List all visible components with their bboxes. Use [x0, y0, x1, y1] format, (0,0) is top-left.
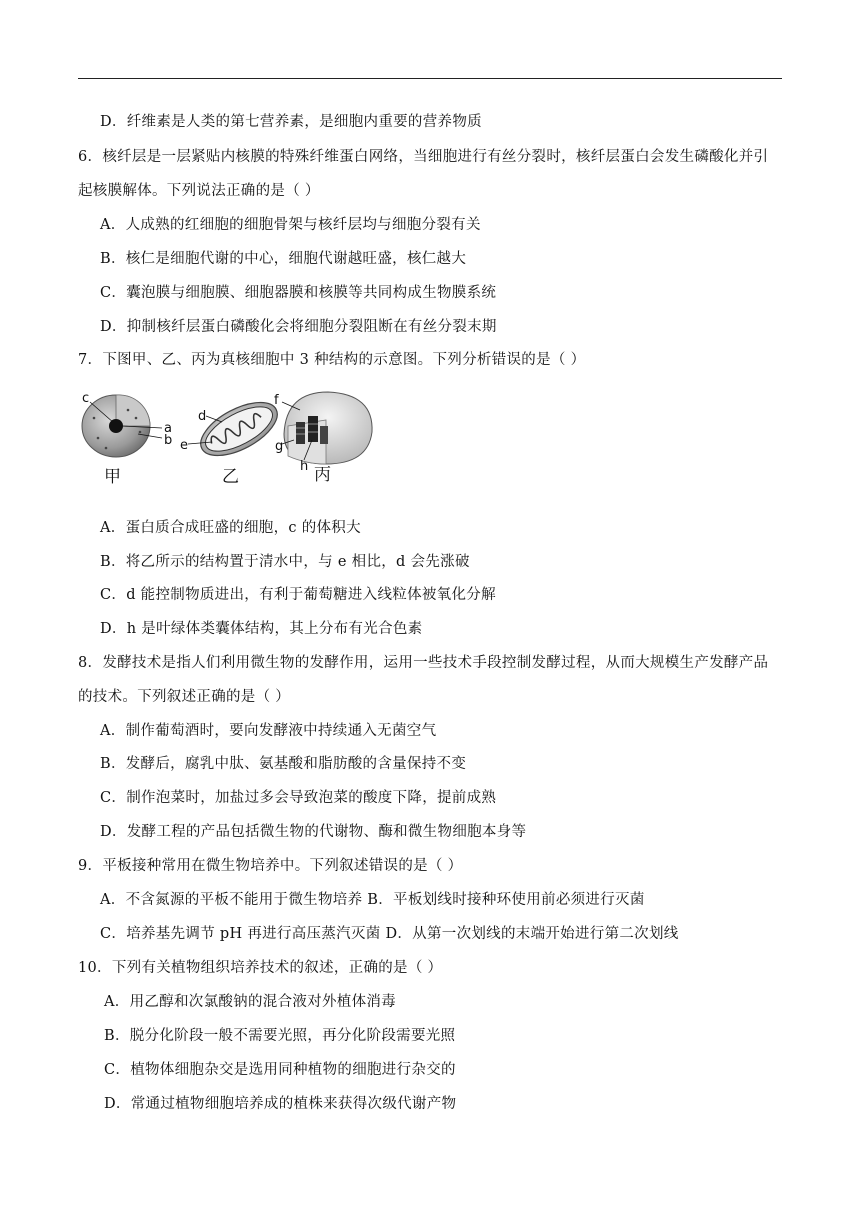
q7-option-c: C．d 能控制物质进出，有利于葡萄糖进入线粒体被氧化分解 — [100, 587, 496, 603]
label-h: h — [300, 459, 309, 474]
label-b: b — [164, 433, 173, 448]
q8-option-b: B．发酵后，腐乳中肽、氨基酸和脂肪酸的含量保持不变 — [100, 756, 467, 772]
q9-options-cd: C．培养基先调节 pH 再进行高压蒸汽灭菌 D．从第一次划线的末端开始进行第二次划线 — [100, 926, 679, 942]
q5-option-d: D．纤维素是人类的第七营养素，是细胞内重要的营养物质 — [100, 114, 482, 130]
q6-stem-line1: 6．核纤层是一层紧贴内核膜的特殊纤维蛋白网络，当细胞进行有丝分裂时，核纤层蛋白会发生磷酸化并引 — [78, 149, 769, 165]
caption-yi: 乙 — [222, 467, 239, 487]
q7-figure — [76, 386, 376, 488]
q10-option-a: A．用乙醇和次氯酸钠的混合液对外植体消毒 — [104, 994, 396, 1010]
q8-option-c: C．制作泡菜时，加盐过多会导致泡菜的酸度下降，提前成熟 — [100, 790, 497, 806]
q6-option-c: C．囊泡膜与细胞膜、细胞器膜和核膜等共同构成生物膜系统 — [100, 285, 497, 301]
q9-options-ab: A．不含氮源的平板不能用于微生物培养 B．平板划线时接种环使用前必须进行灭菌 — [100, 892, 645, 908]
cell-structures-diagram — [76, 386, 376, 488]
q6-option-a: A．人成熟的红细胞的细胞骨架与核纤层均与细胞分裂有关 — [100, 217, 481, 233]
caption-jia: 甲 — [104, 467, 121, 487]
caption-bing: 丙 — [314, 465, 331, 485]
label-a: a — [164, 421, 172, 436]
q6-option-d: D．抑制核纤层蛋白磷酸化会将细胞分裂阻断在有丝分裂末期 — [100, 319, 497, 335]
header-rule — [78, 78, 782, 79]
q7-option-a: A．蛋白质合成旺盛的细胞，c 的体积大 — [100, 520, 361, 536]
q7-option-d: D．h 是叶绿体类囊体结构，其上分布有光合色素 — [100, 621, 423, 637]
q8-stem-line2: 的技术。下列叙述正确的是（ ） — [78, 689, 291, 705]
label-e: e — [180, 438, 188, 453]
q8-option-d: D．发酵工程的产品包括微生物的代谢物、酶和微生物细胞本身等 — [100, 824, 527, 840]
q10-option-b: B．脱分化阶段一般不需要光照，再分化阶段需要光照 — [104, 1028, 456, 1044]
q6-option-b: B．核仁是细胞代谢的中心，细胞代谢越旺盛，核仁越大 — [100, 251, 467, 267]
label-g: g — [275, 439, 284, 454]
q6-stem-line2: 起核膜解体。下列说法正确的是（ ） — [78, 183, 320, 199]
label-f: f — [274, 393, 279, 408]
q7-stem: 7．下图甲、乙、丙为真核细胞中 3 种结构的示意图。下列分析错误的是（ ） — [78, 352, 586, 368]
label-c: c — [82, 391, 90, 406]
chloroplast-drawing — [274, 392, 372, 485]
q9-stem: 9．平板接种常用在微生物培养中。下列叙述错误的是（ ） — [78, 858, 463, 874]
mitochondrion-drawing — [180, 392, 285, 487]
q10-option-d: D．常通过植物细胞培养成的植株来获得次级代谢产物 — [104, 1096, 457, 1112]
label-d: d — [198, 409, 207, 424]
q8-stem-line1: 8．发酵技术是指人们利用微生物的发酵作用，运用一些技术手段控制发酵过程，从而大规模生产发酵产品 — [78, 655, 769, 671]
q10-stem: 10．下列有关植物组织培养技术的叙述，正确的是（ ） — [78, 960, 443, 976]
q7-option-b: B．将乙所示的结构置于清水中，与 e 相比，d 会先涨破 — [100, 554, 470, 570]
q8-option-a: A．制作葡萄酒时，要向发酵液中持续通入无菌空气 — [100, 723, 437, 739]
q10-option-c: C．植物体细胞杂交是选用同种植物的细胞进行杂交的 — [104, 1062, 456, 1078]
nucleus-drawing — [82, 391, 172, 487]
